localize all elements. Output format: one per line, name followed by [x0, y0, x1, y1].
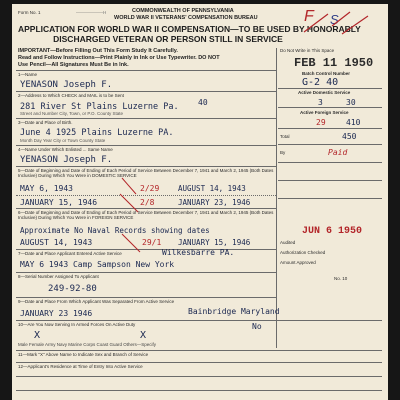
- enlisted-name-label: 4—Name Under Which Enlisted ... Same Name: [18, 147, 113, 152]
- title-line-1: APPLICATION FOR WORLD WAR II COMPENSATION—TO BE USED BY HONORABLY: [18, 24, 361, 34]
- name-value: YENASON Joseph F.: [20, 80, 113, 90]
- batch-label: Batch Control Number: [302, 71, 351, 76]
- domestic-service-red-2: 2/8: [140, 198, 155, 207]
- now-serving-value: No: [252, 322, 262, 331]
- entered-service-place: Wilkesbarre PA.: [162, 248, 235, 257]
- total-value: 450: [342, 132, 357, 141]
- application-number: No. 10: [334, 276, 348, 281]
- birth-label: 3—Date and Place of Birth.: [18, 120, 73, 125]
- blue-initials-mark: S: [330, 12, 339, 27]
- domestic-days: 30: [346, 98, 356, 107]
- form-number-line: ——————H: [76, 10, 107, 15]
- residence-label: 12—Applicant's Residence at Time of Entry Into Active Service: [18, 364, 143, 369]
- address-value: 281 River St Plains Luzerne Pa.: [20, 102, 179, 112]
- entered-service-date: MAY 6 1943 Camp Sampson New York: [20, 260, 175, 269]
- foreign-service-end: JANUARY 15, 1946: [178, 238, 251, 247]
- important-line-2: Read and Follow Instructions—Print Plainly in Ink or Use Typewriter. DO NOT: [18, 55, 220, 61]
- foreign-service-label: 6—Date of Beginning and Date of Ending of Each Period of Service Between December 7, 1941 and March 2, 1945 (Both Dates Inclusive) During Which You Were in FOREIGN SERVICE: [18, 210, 274, 220]
- foreign-header: Active Foreign Service: [300, 110, 349, 115]
- domestic-service-end-2: JANUARY 23, 1946: [178, 198, 251, 207]
- separated-label: 9—Date and Place From Which Applicant Was Separated From Active Service: [18, 299, 175, 304]
- batch-number: G-2 40: [302, 77, 339, 88]
- address-side-number: 40: [198, 98, 208, 107]
- sex-branch-mark: X: [34, 330, 41, 341]
- red-initials-mark: F: [304, 8, 314, 25]
- domestic-service-end-1: AUGUST 14, 1943: [178, 184, 246, 193]
- red-tally-marks-icon: [110, 172, 150, 262]
- side-note: Do Not Write in This Space: [280, 48, 335, 53]
- name-label: 1—Name: [18, 72, 38, 77]
- domestic-service-start-1: MAY 6, 1943: [20, 184, 73, 193]
- important-line-3: Use Pencil—All Signatures Must Be in Ink.: [18, 62, 129, 68]
- domestic-service-red-1: 2/29: [140, 184, 160, 193]
- title-line-2: DISCHARGED VETERAN OR PERSON STILL IN SERVICE: [53, 34, 283, 44]
- domestic-months: 3: [318, 98, 323, 107]
- approved-stamp: JUN 6 1950: [302, 226, 363, 237]
- serial-number: 249-92-80: [48, 284, 97, 294]
- entered-service-label: 7—Date and Place Applicant Entered Active Service: [18, 251, 122, 256]
- domestic-service-start-2: JANUARY 15, 1946: [20, 198, 98, 207]
- enlisted-name-value: YENASON Joseph F.: [20, 155, 113, 165]
- branch-mark-navy: X: [140, 330, 147, 341]
- domestic-header: Active Domestic Service: [298, 90, 351, 95]
- form-number: Form No. 1: [18, 10, 41, 15]
- foreign-service-note: Approximate No Naval Records showing dates: [20, 226, 210, 235]
- audit-label: Audited: [280, 240, 296, 245]
- org-line-1: COMMONWEALTH OF PENNSYLVANIA: [132, 8, 234, 14]
- org-line-2: WORLD WAR II VETERANS' COMPENSATION BUREAU: [114, 15, 258, 21]
- domestic-service-label: 5—Date of Beginning and Date of Ending of Each Period of Service Between December 7, 1941 and March 2, 1945 (Both Dates Inclusive) During Which You Were in DOMESTIC SERVICE: [18, 168, 274, 178]
- now-serving-label: 10—Are You Now Serving In Armed Forces On Active Duty: [18, 322, 136, 327]
- serial-label: 8—Serial Number Assigned To Applicant: [18, 274, 99, 279]
- birth-value: June 4 1925 Plains Luzerne PA.: [20, 128, 174, 138]
- separated-place: Bainbridge Maryland: [188, 307, 280, 316]
- by-value: Paid: [328, 148, 348, 157]
- total-label: Total: [280, 134, 290, 139]
- side-divider: [276, 48, 277, 348]
- foreign-service-red: 29/1: [142, 238, 162, 247]
- foreign-months: 29: [316, 118, 326, 127]
- scribble-icon: [298, 6, 378, 40]
- birth-columns: Month Day Year City or Town County State: [20, 138, 106, 143]
- branch-columns: Male Female Army Navy Marine Corps Coast Guard Others—Specify: [18, 342, 157, 347]
- application-form: [12, 4, 388, 400]
- received-stamp: FEB 11 1950: [294, 56, 374, 70]
- address-columns: Street and Number City, Town, or P.O. County State: [20, 111, 124, 116]
- separated-date: JANUARY 23 1946: [20, 309, 93, 318]
- authorization-label: Authorization Checked: [280, 250, 326, 255]
- by-label: By: [280, 150, 286, 155]
- amount-label: Amount Approved: [280, 260, 316, 265]
- important-line-1: IMPORTANT—Before Filling Out This Form Study It Carefully.: [18, 48, 178, 54]
- foreign-days: 410: [346, 118, 361, 127]
- foreign-service-start: AUGUST 14, 1943: [20, 238, 93, 247]
- branch-label: 11—Mark "X" Above Name to Indicate Sex and Branch of Service: [18, 352, 149, 357]
- address-label: 2—Address to Which CHECK and MAIL is to be Sent: [18, 93, 124, 98]
